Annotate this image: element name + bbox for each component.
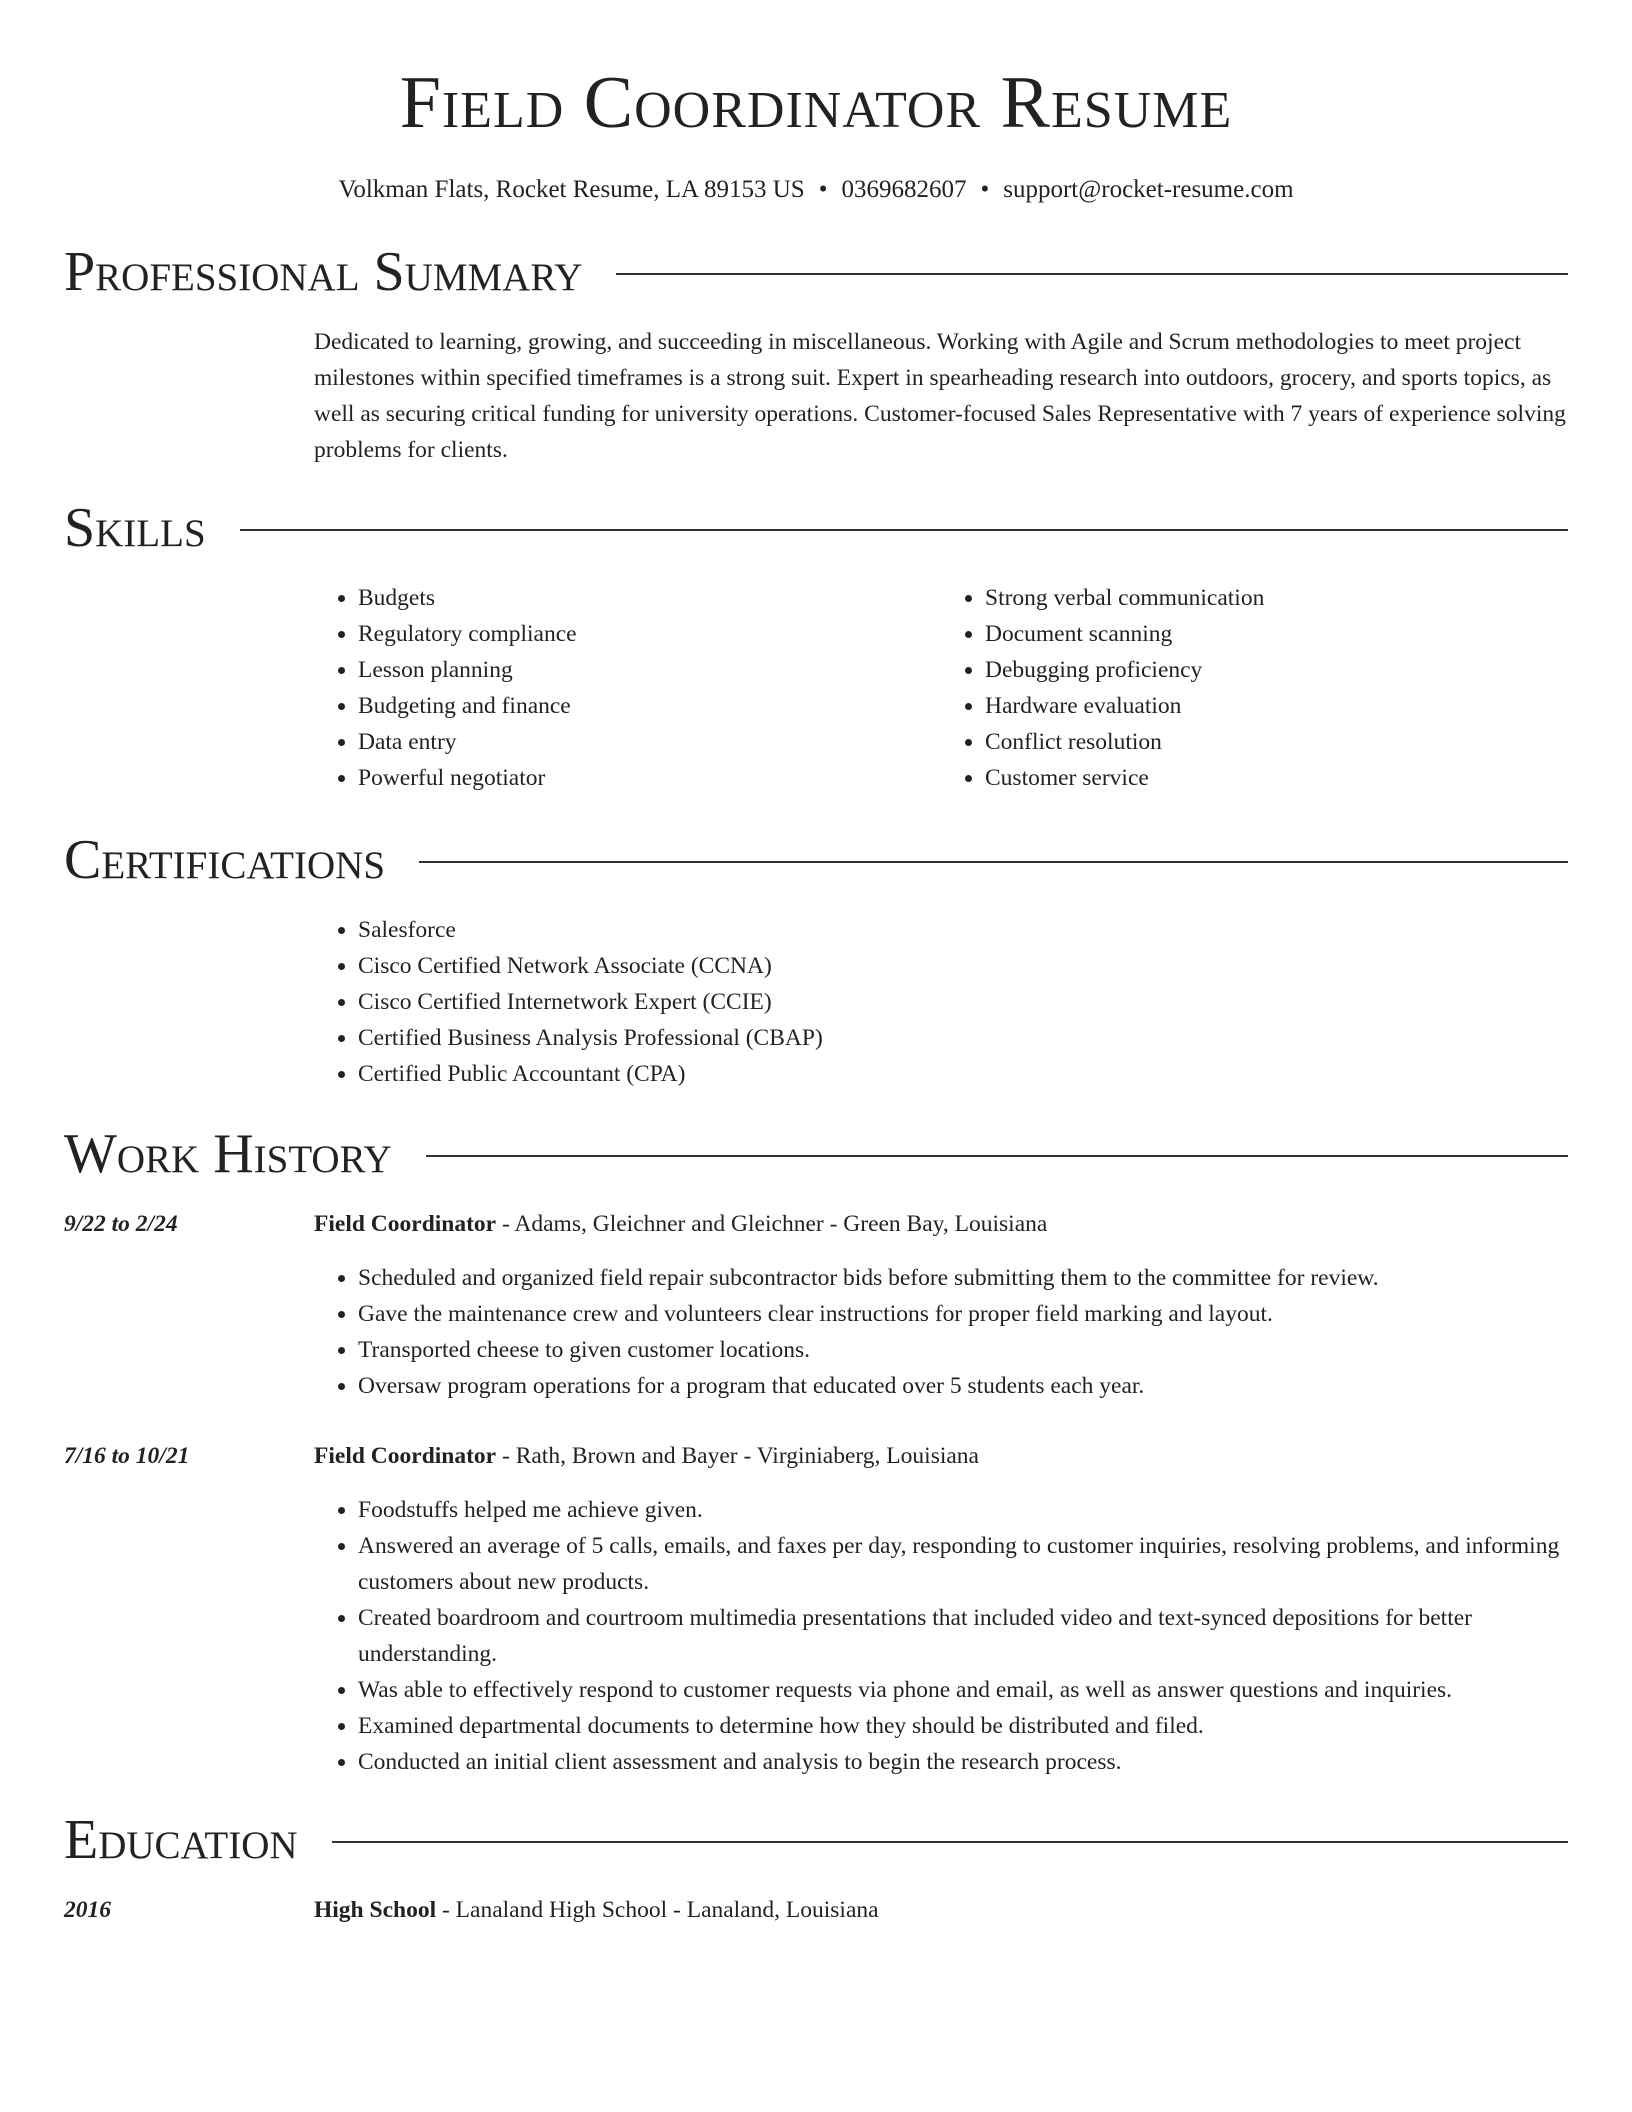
email: support@rocket-resume.com xyxy=(1003,176,1294,203)
skill-item: • Document scanning xyxy=(985,616,1568,652)
education-heading xyxy=(314,1892,1568,1928)
job-bullets xyxy=(314,1492,1568,1780)
section-heading: Professional Summary xyxy=(64,241,583,303)
job-detail xyxy=(314,1206,1568,1404)
job-bullet: • Examined departmental documents to determine how they should be distributed and filed. xyxy=(358,1708,1568,1744)
section-divider xyxy=(616,273,1568,275)
education-section-header xyxy=(64,1808,1568,1872)
skills-list-right xyxy=(941,580,1568,796)
job-detail xyxy=(314,1438,1568,1780)
education-date: 2016 xyxy=(64,1897,111,1923)
work-section-header xyxy=(64,1122,1568,1186)
job-title: Field Coordinator xyxy=(314,1443,497,1469)
skill-item: • Powerful negotiator xyxy=(358,760,941,796)
skills-section-header xyxy=(64,496,1568,560)
job-heading xyxy=(314,1206,1568,1242)
education-degree: High School xyxy=(314,1897,437,1923)
skills-list-left xyxy=(314,580,941,796)
section-divider xyxy=(240,529,1568,531)
job-employer: - Adams, Gleichner and Gleichner - Green Bay, Louisiana xyxy=(496,1211,1048,1237)
separator-dot: • xyxy=(818,176,828,203)
certifications-list xyxy=(314,912,1568,1092)
skill-item: • Budgets xyxy=(358,580,941,616)
section-heading: Work History xyxy=(64,1123,392,1185)
job-bullet: • Was able to effectively respond to customer requests via phone and email, as well as answer questions and inquiries. xyxy=(358,1672,1568,1708)
skill-item: • Lesson planning xyxy=(358,652,941,688)
job-bullet: • Oversaw program operations for a program that educated over 5 students each year. xyxy=(358,1368,1568,1404)
skill-item: • Hardware evaluation xyxy=(985,688,1568,724)
education-entry xyxy=(64,1892,1568,1928)
education-detail xyxy=(314,1892,1568,1928)
contact-line xyxy=(64,174,1568,206)
section-heading: Certifications xyxy=(64,829,386,891)
resume-title: Field Coordinator Resume xyxy=(399,62,1233,144)
summary-section-header xyxy=(64,240,1568,304)
certification-item: • Certified Business Analysis Professional (CBAP) xyxy=(358,1020,1568,1056)
skill-item: • Customer service xyxy=(985,760,1568,796)
skill-item: • Budgeting and finance xyxy=(358,688,941,724)
section-heading: Education xyxy=(64,1809,298,1871)
job-bullets xyxy=(314,1260,1568,1404)
education-school: - Lanaland High School - Lanaland, Louisiana xyxy=(436,1897,879,1923)
summary-text: Dedicated to learning, growing, and succeeding in miscellaneous. Working with Agile and Scrum methodologies to meet project milestones within specified timeframes is a strong suit. Expert in spearheading research into outdoors, grocery, and sports topics, as well as securing critical funding for university operations. Customer-focused Sales Representative with 7 years of experience solving problems for clients. xyxy=(314,329,1566,463)
certification-item: • Salesforce xyxy=(358,912,1568,948)
certification-item: • Certified Public Accountant (CPA) xyxy=(358,1056,1568,1092)
job-bullet: • Scheduled and organized field repair subcontractor bids before submitting them to the committee for review. xyxy=(358,1260,1568,1296)
phone: 0369682607 xyxy=(841,176,967,203)
job-dates: 7/16 to 10/21 xyxy=(64,1443,190,1469)
skill-item: • Strong verbal communication xyxy=(985,580,1568,616)
skills-columns xyxy=(314,580,1568,796)
section-divider xyxy=(426,1155,1568,1157)
certifications-list-wrap xyxy=(314,912,1568,1092)
skill-item: • Debugging proficiency xyxy=(985,652,1568,688)
separator-dot: • xyxy=(980,176,990,203)
skill-item: • Conflict resolution xyxy=(985,724,1568,760)
job-bullet: • Foodstuffs helped me achieve given. xyxy=(358,1492,1568,1528)
job-bullet: • Conducted an initial client assessment and analysis to begin the research process. xyxy=(358,1744,1568,1780)
job-bullet: • Created boardroom and courtroom multimedia presentations that included video and text-synced depositions for better understanding. xyxy=(358,1600,1568,1672)
skill-item: • Data entry xyxy=(358,724,941,760)
job-title: Field Coordinator xyxy=(314,1211,497,1237)
job-bullet: • Answered an average of 5 calls, emails, and faxes per day, responding to customer inquiries, resolving problems, and informing customers about new products. xyxy=(358,1528,1568,1600)
section-divider xyxy=(332,1841,1568,1843)
job-employer: - Rath, Brown and Bayer - Virginiaberg, Louisiana xyxy=(496,1443,979,1469)
certifications-section-header xyxy=(64,828,1568,892)
job-bullet: • Transported cheese to given customer locations. xyxy=(358,1332,1568,1368)
job-dates: 9/22 to 2/24 xyxy=(64,1211,178,1237)
certification-item: • Cisco Certified Network Associate (CCNA) xyxy=(358,948,1568,984)
certification-item: • Cisco Certified Internetwork Expert (CCIE) xyxy=(358,984,1568,1020)
job-entry xyxy=(64,1206,1568,1404)
address: Volkman Flats, Rocket Resume, LA 89153 US xyxy=(338,176,805,203)
job-bullet: • Gave the maintenance crew and volunteers clear instructions for proper field marking and layout. xyxy=(358,1296,1568,1332)
job-entry xyxy=(64,1438,1568,1780)
section-divider xyxy=(419,861,1568,863)
skill-item: • Regulatory compliance xyxy=(358,616,941,652)
job-heading xyxy=(314,1438,1568,1474)
section-heading: Skills xyxy=(64,497,206,559)
